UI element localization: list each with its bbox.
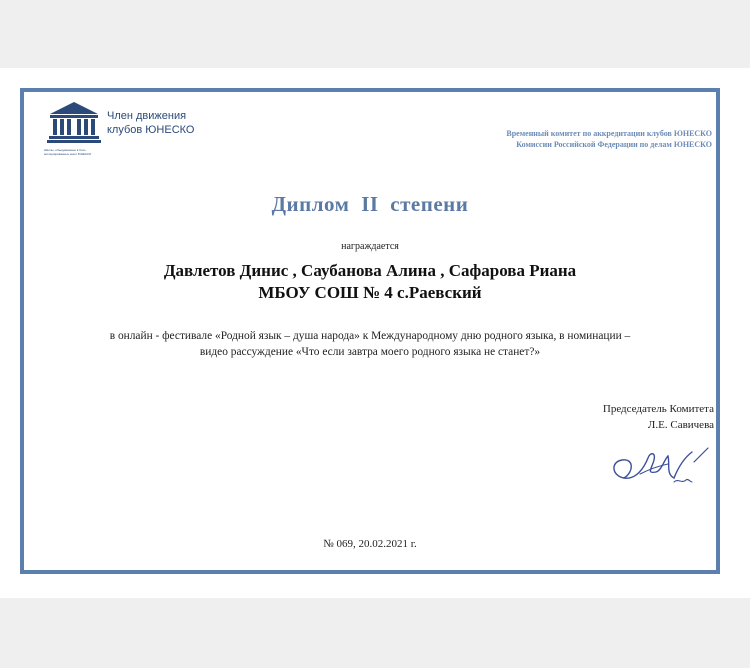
unesco-temple-icon — [44, 98, 104, 148]
committee-line-1: Временный комитет по аккредитации клубов ЮНЕСКО — [506, 129, 712, 138]
unesco-logo — [44, 98, 110, 168]
signatory-position: Председатель Комитета — [602, 403, 714, 415]
committee-caption — [352, 128, 712, 150]
school-name: МБОУ СОШ № 4 с.Раевский — [258, 283, 482, 302]
diploma-page — [0, 68, 750, 598]
member-line-2: клубов ЮНЕСКО — [107, 124, 195, 136]
signatory-block — [514, 401, 714, 433]
diploma-frame — [20, 88, 720, 574]
award-description — [34, 328, 706, 360]
member-line-1: Член движения — [107, 110, 187, 122]
recipients-block — [24, 260, 716, 304]
description-line-1: в онлайн - фестивале «Родной язык – душа народа» к Международному дню родного языка, в номинации – — [109, 330, 631, 342]
awarded-label: награждается — [341, 241, 399, 252]
logo-caption: Школы, объединённые в Сеть ассоциированных школ ЮНЕСКО — [44, 148, 92, 156]
recipients-names: Давлетов Динис , Саубанова Алина , Сафарова Риана — [163, 261, 577, 280]
signatory-name: Л.Е. Савичева — [647, 419, 714, 431]
member-caption — [107, 109, 247, 137]
diploma-number-date: № 069, 20.02.2021 г. — [323, 538, 417, 550]
committee-line-2: Комиссии Российской Федерации по делам ЮНЕСКО — [516, 140, 712, 149]
handwritten-signature — [604, 438, 722, 494]
description-line-2: видео рассуждение «Что если завтра моего родного языка не станет?» — [199, 346, 541, 358]
diploma-title: Диплом II степени — [271, 192, 469, 216]
